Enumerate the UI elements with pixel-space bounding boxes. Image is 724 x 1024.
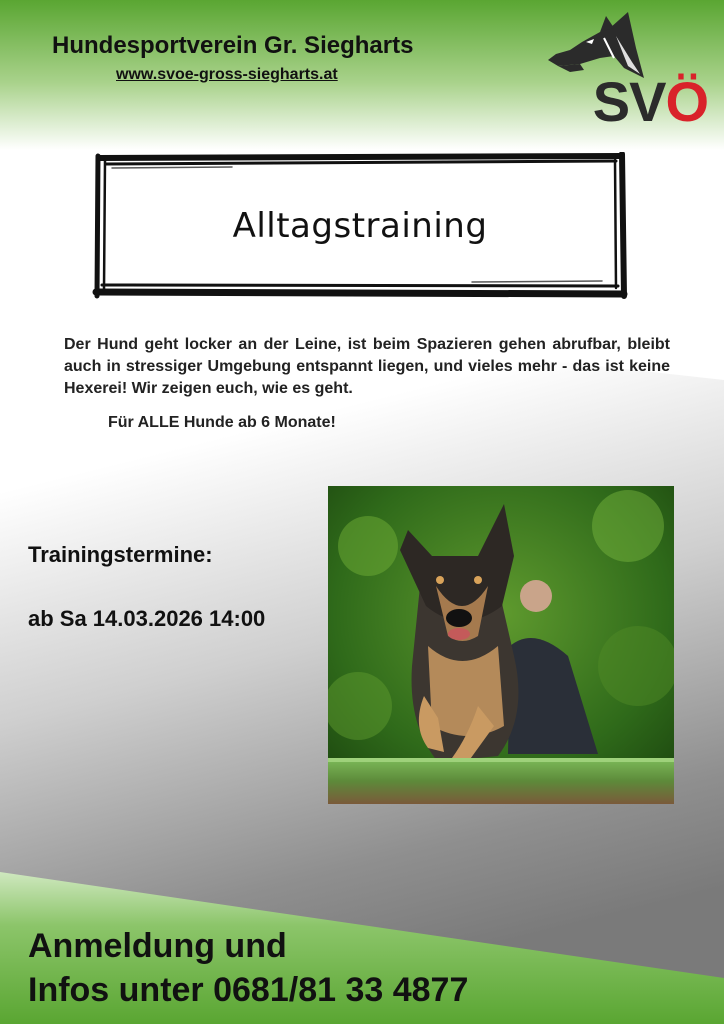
age-note: Für ALLE Hunde ab 6 Monate! — [108, 414, 336, 431]
contact-info — [28, 924, 468, 1012]
contact-line-2: Infos unter 0681/81 33 4877 — [28, 971, 469, 1009]
intro-text: Der Hund geht locker an der Leine, ist beim Spazieren gehen abrufbar, bleibt auch in stressiger Umgebung entspannt liegen, und vieles mehr - das ist keine Hexerei! Wir zeigen euch, wie es geht. — [64, 336, 670, 397]
contact-line-1: Anmeldung und — [28, 927, 287, 965]
title-frame — [92, 152, 628, 300]
club-name: Hundesportverein Gr. Siegharts — [52, 32, 414, 59]
logo-letter-s: S — [592, 70, 630, 133]
schedule-label: Trainingstermine: — [28, 542, 213, 567]
logo-letter-o: Ö — [665, 70, 708, 133]
svoe-logo — [544, 8, 714, 133]
logo-letter-v: V — [629, 70, 666, 133]
dog-jumping-photo — [328, 486, 674, 804]
page-title: Alltagstraining — [232, 206, 488, 246]
website-link[interactable]: www.svoe-gross-siegharts.at — [116, 66, 338, 83]
schedule-date: ab Sa 14.03.2026 14:00 — [28, 606, 266, 631]
